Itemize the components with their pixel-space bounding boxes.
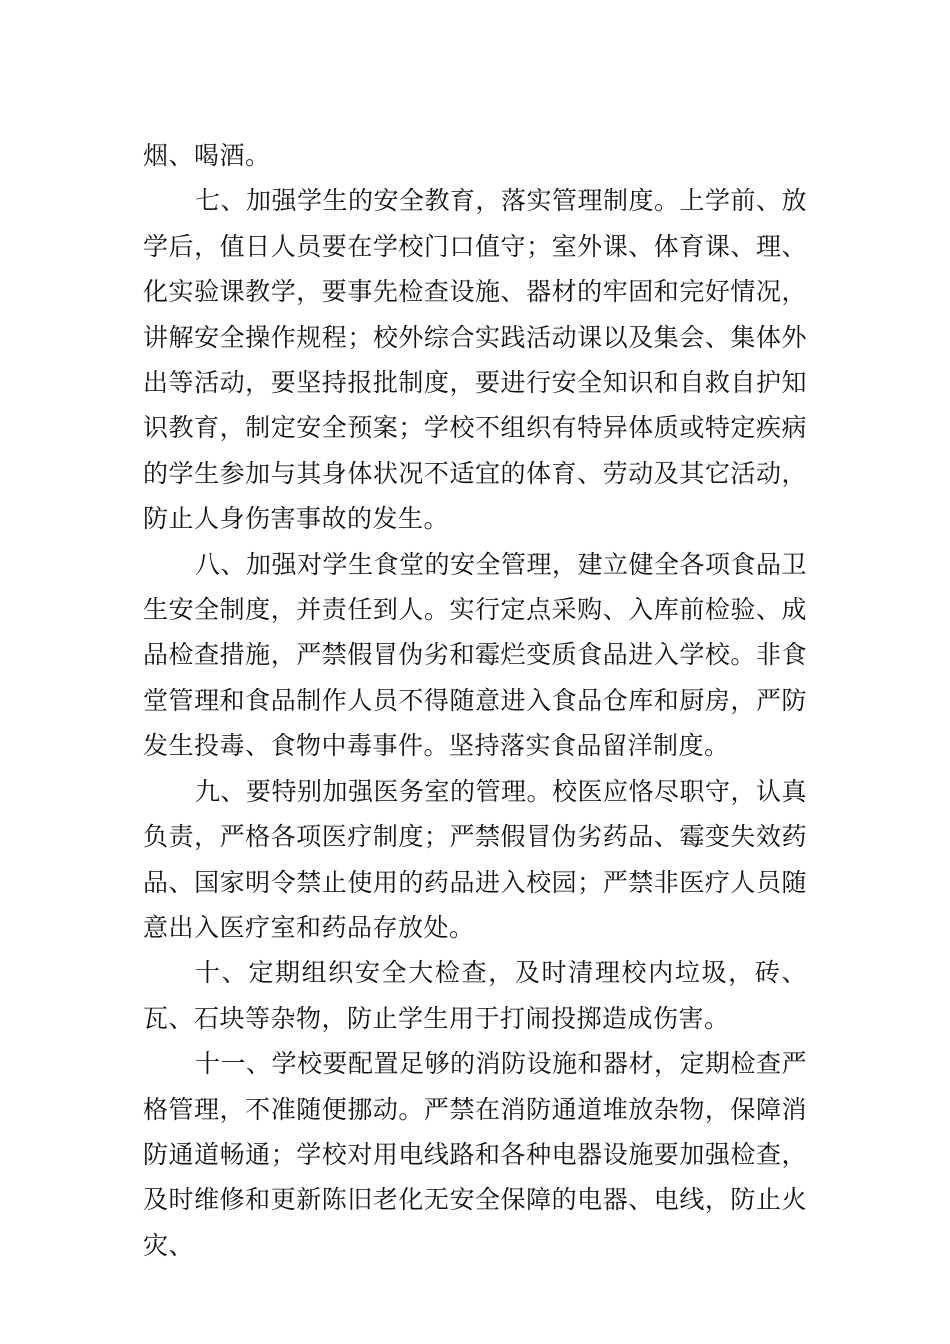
paragraph-item-9: 九、要特别加强医务室的管理。校医应恪尽职守，认真负责，严格各项医疗制度；严禁假冒伪劣药品、霉变失效药品、国家明令禁止使用的药品进入校园；严禁非医疗人员随意出入医疗室和药品存放处。 <box>143 776 808 942</box>
paragraph-item-10: 十、定期组织安全大检查，及时清理校内垃圾，砖、瓦、石块等杂物，防止学生用于打闹投掷造成伤害。 <box>143 958 807 1033</box>
paragraph-item-11: 十一、学校要配置足够的消防设施和器材，定期检查严格管理，不准随便挪动。严禁在消防通道堆放杂物，保障消防通道畅通；学校对用电线路和各种电器设施要加强检查，及时维修和更新陈旧老化无安全保障的电器、电线，防止火灾、 <box>143 1049 808 1260</box>
paragraph-item-8: 八、加强对学生食堂的安全管理，建立健全各项食品卫生安全制度，并责任到人。实行定点采购、入库前检验、成品检查措施，严禁假冒伪劣和霉烂变质食品进入学校。非食堂管理和食品制作人员不得随意进入食品仓库和厨房，严防发生投毒、食物中毒事件。坚持落实食品留洋制度。 <box>143 549 808 761</box>
document-body <box>143 133 807 1268</box>
paragraph-item-7: 七、加强学生的安全教育，落实管理制度。上学前、放学后，值日人员要在学校门口值守；室外课、体育课、理、化实验课教学，要事先检查设施、器材的牢固和完好情况，讲解安全操作规程；校外综合实践活动课以及集会、集体外出等活动，要坚持报批制度，要进行安全知识和自救自护知识教育，制定安全预案；学校不组织有特异体质或特定疾病的学生参加与其身体状况不适宜的体育、劳动及其它活动，防止人身伤害事故的发生。 <box>143 186 808 534</box>
paragraph-continuation: 烟、喝酒。 <box>143 141 271 170</box>
